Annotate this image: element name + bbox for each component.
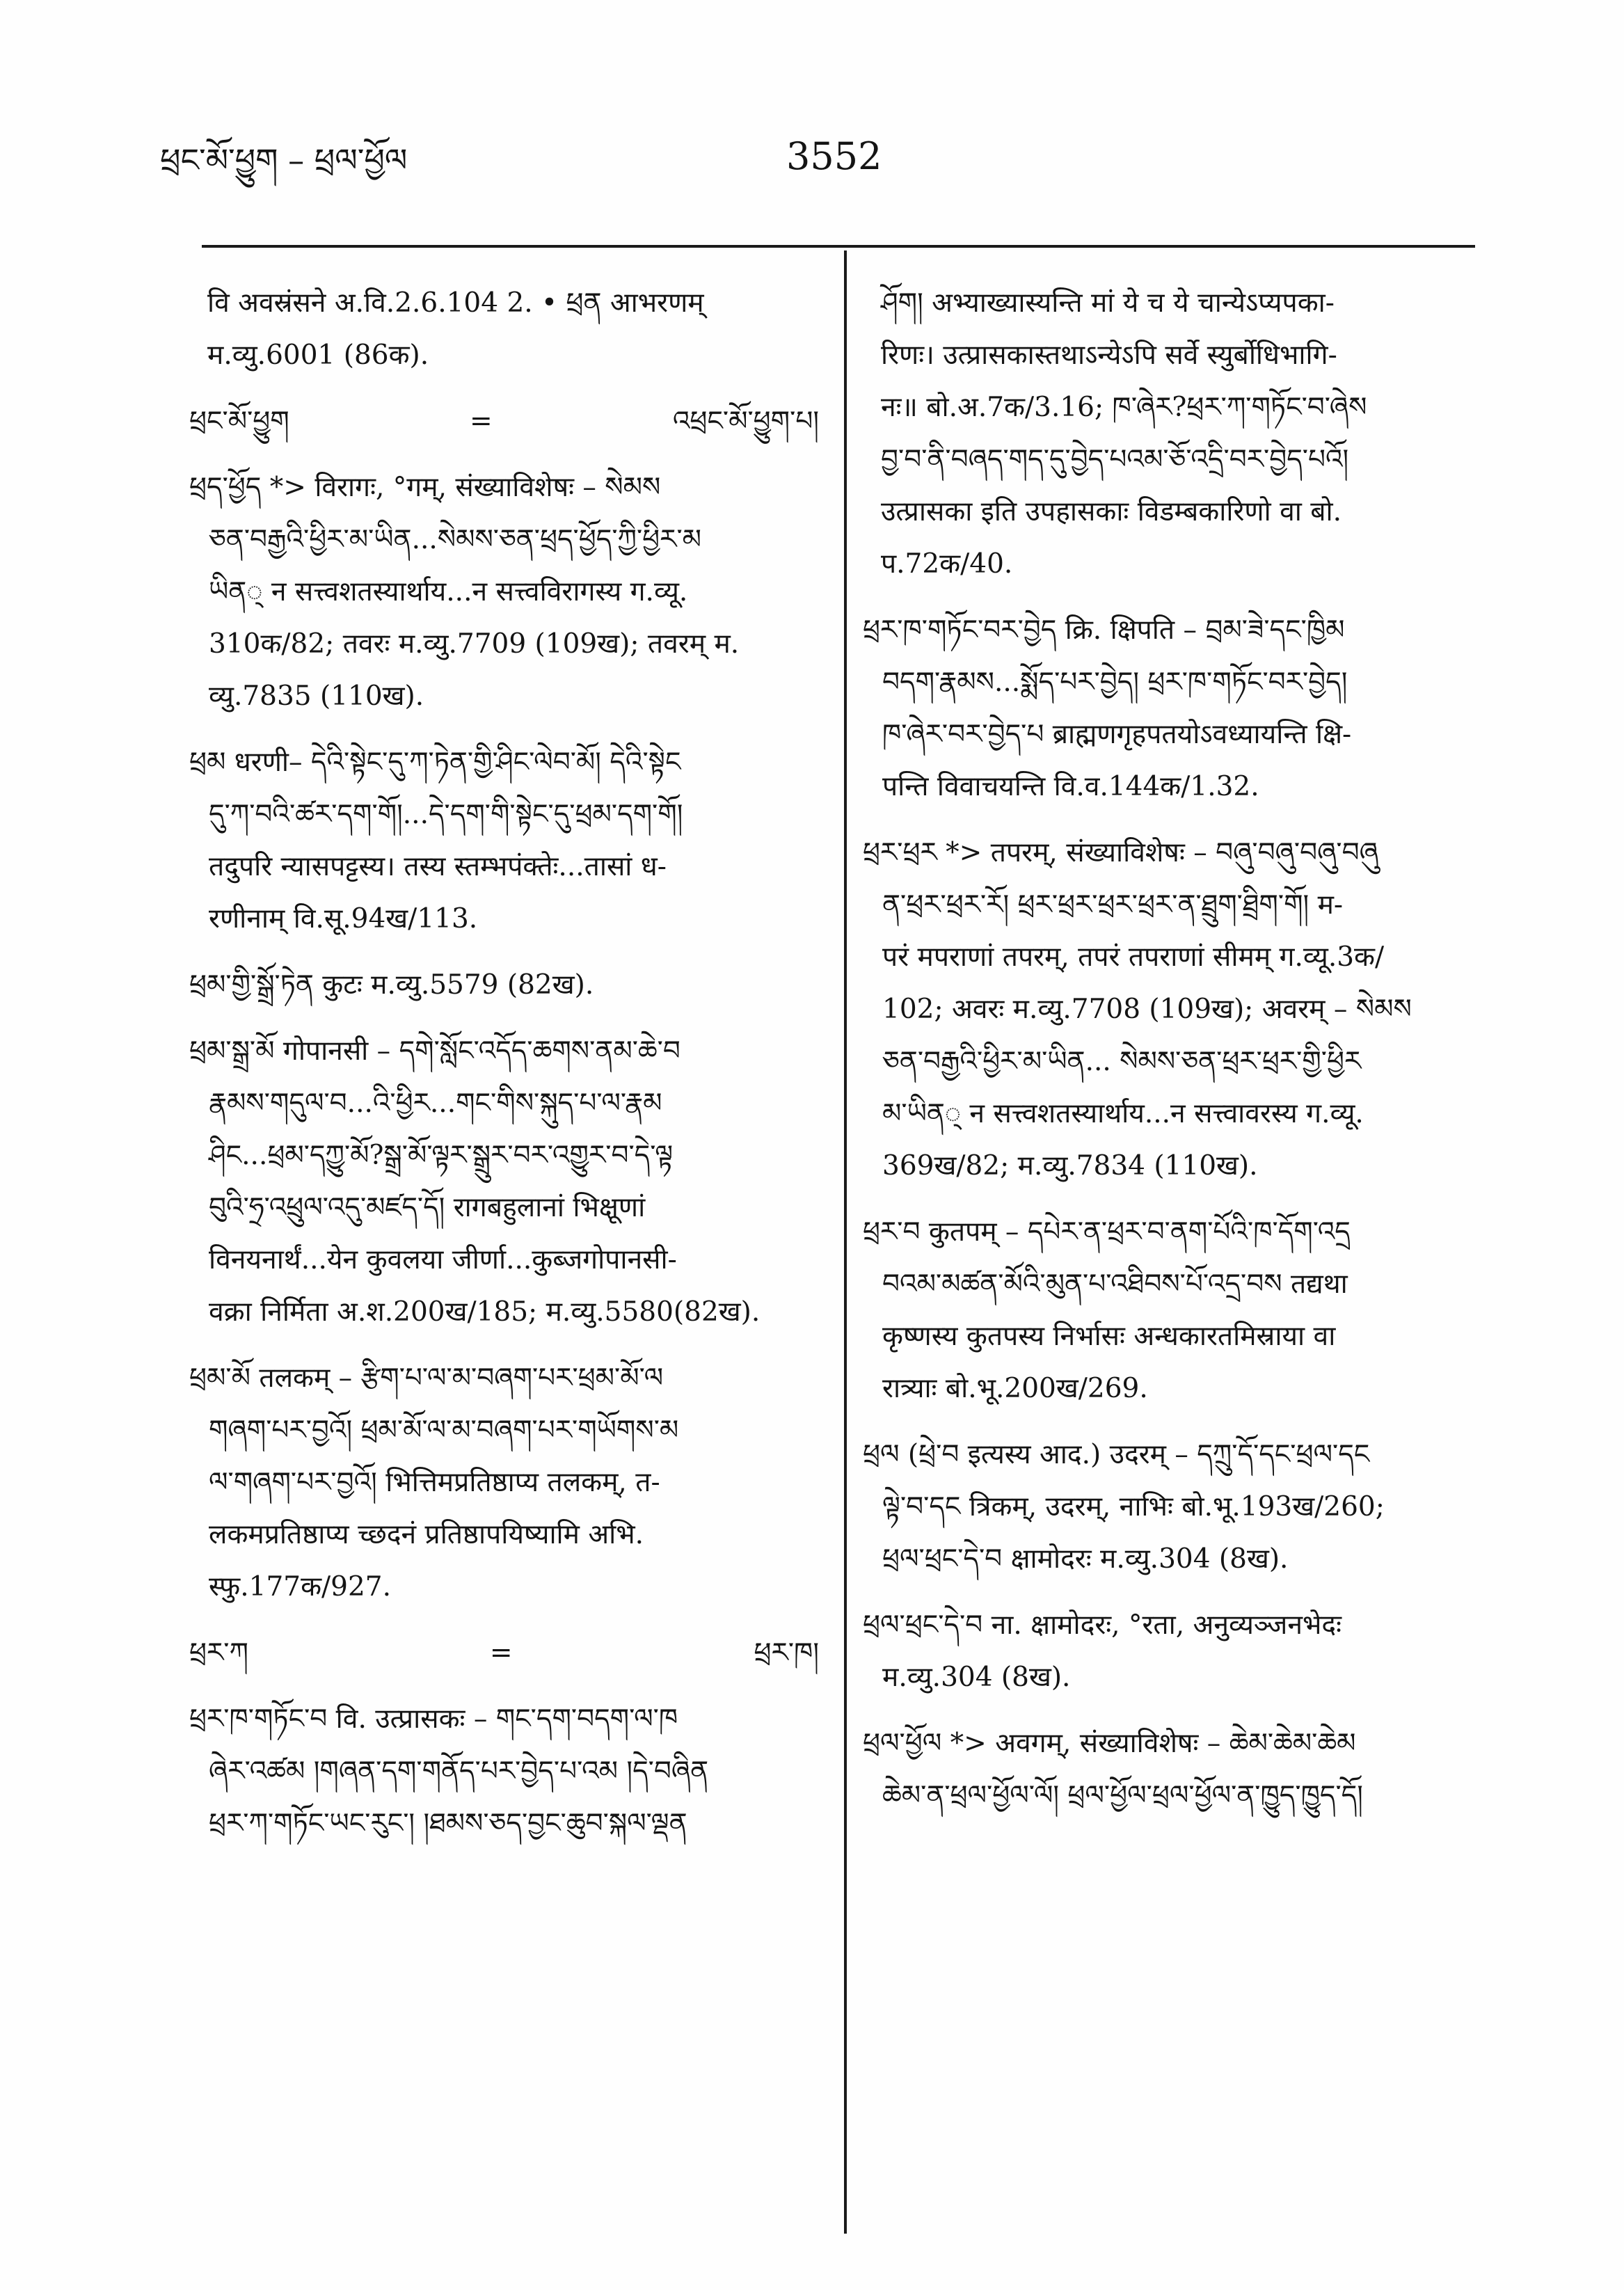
- entry-line: ཕྲར་ཁ་གཏོང་བར་བྱེད क्रि. क्षिपति – བྲམ་ཟེ་དང་ཁྱིམ: [863, 614, 1345, 646]
- dictionary-entry: [863, 277, 1474, 590]
- entry-line: ལ་གཞག་པར་བྱའོ། भित्तिमप्रतिष्ठाप्य तलकम्, त-: [209, 1467, 660, 1498]
- entry-line: म.व्यु.304 (8ख).: [882, 1662, 1071, 1693]
- entry-line: རྣམས་གདུལ་བ...འི་ཕྱིར...གང་གིས་སྐུད་པ་ལ་རྣམ: [209, 1088, 662, 1119]
- cross-reference-target: འཕྲང་མོ་ཕྱུག་པ།: [672, 406, 819, 437]
- cross-reference-entry: [189, 1627, 819, 1679]
- entry-line: 102; अवरः म.व्यु.7708 (109ख); अवरम् – སེམས: [882, 994, 1412, 1025]
- cross-reference-target: ཕྲར་ཁ།: [754, 1637, 819, 1669]
- entry-line: रात्र्याः बो.भू.200ख/269.: [882, 1373, 1148, 1404]
- entry-line: ཕྲམ་གྱི་སྒྲོ་ཏེན कुटः म.व्यु.5579 (82ख).: [189, 969, 594, 1001]
- entry-line: प.72क/40.: [881, 548, 1013, 580]
- column-divider: [844, 251, 847, 2234]
- entry-line: ཕྲར་ཁ་གཏོང་བ वि. उत्प्रासकः – གང་དག་བདག་ལ་ཁ: [189, 1703, 678, 1735]
- entry-line: ཕྲར་ཀ་གཏོང་ཡང་རུང་། །ཐམས་ཅད་བྱང་ཆུབ་སྐལ་ལྡན: [209, 1808, 687, 1839]
- entry-line: ཕྲམ धरणी– དེའི་སྟེང་དུ་ཀ་ཏེན་གྱི་ཤིང་ལེབ་མོ། དེའི་སྟེང: [189, 747, 681, 778]
- left-column: [189, 277, 819, 1863]
- equals-sign: =: [469, 406, 493, 437]
- entry-line: रणीनाम् वि.सू.94ख/113.: [209, 903, 478, 935]
- headword: ཕྲར་ཀ: [189, 1637, 248, 1669]
- entry-line: वक्रा निर्मिता अ.श.200ख/185; म.व्यु.5580(82ख).: [209, 1296, 761, 1328]
- dictionary-entry: [189, 736, 819, 945]
- entry-line: वि अवस्रंसने अ.वि.2.6.104 2. • ཕྲན आभरणम्: [207, 287, 704, 319]
- dictionary-entry: [863, 1599, 1474, 1703]
- entry-line: तदुपरि न्यासपट्टस्य। तस्य स्तम्भपंक्तेः...तासां ध-: [209, 851, 667, 882]
- entry-line: 310क/82; तवरः म.व्यु.7709 (109ख); तवरम् म.: [209, 628, 740, 660]
- entry-line: लकमप्रतिष्ठाप्य च्छदनं प्रतिष्ठापयिष्यामि अभि.: [209, 1519, 644, 1550]
- running-head: ཕྲང་མོ་ཕྱུག – ཕྲལ་ཕྱོལ: [160, 141, 408, 179]
- equals-sign: =: [489, 1637, 513, 1669]
- entry-line: ཕྲར་བ कुतपम् – དཔེར་ན་ཕྲར་བ་ནག་པོའི་ཁ་དོག་འདྲ: [863, 1216, 1351, 1248]
- entry-line: ཡིན् न सत्त्वशतस्यार्थाय...न सत्त्वविरागस्य ग.व्यू.: [209, 576, 688, 607]
- entry-line: མ་ཡིན् न सत्त्वशतस्यार्थाय...न सत्त्वावरस्य ग.व्यू.: [882, 1098, 1364, 1129]
- entry-line: म.व्यु.6001 (86क).: [207, 340, 429, 371]
- dictionary-entry: [189, 1025, 819, 1338]
- entry-line: ཤོག། अभ्याख्यास्यन्ति मां ये च ये चान्येऽप्यपका-: [881, 287, 1335, 319]
- top-rule: [202, 245, 1475, 248]
- entry-line: ཤིང...ཕྲམ་དཀྱུ་མོ?སྒྲ་མོ་ལྟར་སྒྲུར་བར་འགྱུར་བ་དེ་ལྟ: [209, 1140, 674, 1171]
- entry-line: ཕྲར་ཕྲར *> तपरम्, संख्याविशेषः – བཞུ་བཞུ་བཞུ་བཞུ: [863, 837, 1378, 868]
- dictionary-entry: [863, 604, 1474, 813]
- entry-line: བདག་རྣམས...སྨོད་པར་བྱེད། ཕྲར་ཁ་གཏོང་བར་བྱེད།: [882, 667, 1348, 698]
- entry-line: དུ་ཀ་བའི་ཚར་དག་གོ།...དེ་དག་གི་སྟེང་དུ་ཕྲམ་དག་གོ།: [209, 799, 683, 830]
- entry-line: उत्प्रासका इति उपहासकाः विडम्बकारिणो वा बो.: [881, 496, 1342, 527]
- dictionary-entry: [863, 1206, 1474, 1415]
- entry-line: ལྟེ་བ་དང त्रिकम्, उदरम्, नाभिः बो.भू.193ख/260;: [882, 1491, 1385, 1522]
- dictionary-entry: [863, 1429, 1474, 1585]
- dictionary-entry: [189, 461, 819, 722]
- entry-line: ཕྲམ་མོ तलकम् – རྩིག་པ་ལ་མ་བཞག་པར་ཕྲམ་མོ་ལ: [189, 1362, 664, 1394]
- dictionary-entry: [863, 1717, 1474, 1822]
- entry-line: བྱ་བ་ནི་བཞད་གད་དུ་བྱེད་པའམ་ཅོ་འདྲི་བར་བྱེད་པའོ།: [881, 444, 1349, 475]
- dictionary-entry: [189, 277, 819, 381]
- entry-line: 369ख/82; म.व्यु.7834 (110ख).: [882, 1150, 1258, 1182]
- dictionary-entry: [189, 959, 819, 1011]
- entry-line: ཅན་བརྒྱའི་ཕྱིར་མ་ཡིན...སེམས་ཅན་ཕྲད་ཕྱོད་ཀྱི་ཕྱིར་མ: [209, 524, 702, 555]
- dictionary-entry: [863, 827, 1474, 1192]
- dictionary-entry: [189, 1352, 819, 1613]
- entry-line: ཕྲལ་ཕྲང་དེ་བ ना. क्षामोदरः, °रता, अनुव्यञ्जनभेदः: [863, 1609, 1342, 1641]
- dictionary-entry: [189, 1693, 819, 1850]
- entry-line: पन्ति विवाचयन्ति वि.व.144क/1.32.: [882, 771, 1259, 802]
- entry-line: ཁ་ཞེར་བར་བྱེད་པ ब्राह्मणगृहपतयोऽवध्यायन्ति क्षि-: [882, 719, 1352, 750]
- entry-line: व्यु.7835 (110ख).: [209, 681, 424, 712]
- entry-line: ཅན་བརྒྱའི་ཕྱིར་མ་ཡིན... སེམས་ཅན་ཕྲར་ཕྲར་གྱི་ཕྱིར: [882, 1046, 1362, 1077]
- entry-line: ན་ཕྲར་ཕྲར་རོ། ཕྲར་ཕྲར་ཕྲར་ཕྲར་ན་ཐྲུག་ཐྲིག་གོ། म-: [882, 889, 1344, 921]
- entry-line: ཕྲད་ཕྱོད *> विरागः, °गम्, संख्याविशेषः – སེམས: [189, 472, 661, 503]
- page-number: 3552: [786, 134, 882, 178]
- entry-line: रिणः। उत्प्रासकास्तथाऽन्येऽपि सर्वे स्युर्बोधिभागि-: [881, 340, 1337, 371]
- entry-line: ཕྲལ་ཕྱོལ *> अवगम्, संख्याविशेषः – ཆེམ་ཆེམ་ཆེམ: [863, 1728, 1356, 1759]
- entry-line: कृष्णस्य कुतपस्य निर्भासः अन्धकारतमिस्राया वा: [882, 1321, 1336, 1352]
- entry-line: ཕྲམ་སྒྲ་མོ गोपानसी – དགེ་སློང་འདོད་ཆགས་ནམ་ཆེ་བ: [189, 1035, 680, 1067]
- entry-line: स्फु.177क/927.: [209, 1571, 392, 1603]
- entry-line: ཞེར་འཚམ །གཞན་དག་གནོད་པར་བྱེད་པ་འམ །དེ་བཞིན: [209, 1756, 709, 1787]
- right-column: [863, 277, 1474, 1836]
- entry-line: नः॥ बो.अ.7क/3.16; ཁ་ཞེར?ཕྲར་ཀ་གཏོང་བ་ཞེས: [881, 392, 1367, 423]
- entry-line: བའམ་མཚན་མོའི་མུན་པ་འཐིབས་པོ་འདྲ་བས तद्यथा: [882, 1269, 1348, 1300]
- entry-line: ཆེམ་ན་ཕྲལ་ཕྱོལ་ལོ། ཕྲལ་ཕྱོལ་ཕྲལ་ཕྱོལ་ན་ཁྱུད་ཁྱུད་དོ།: [882, 1780, 1363, 1811]
- entry-line: ཕྲལ (ཕྲེ་བ इत्यस्य आद.) उदरम् – དཀྲུ་དོ་དང་ཕྲལ་དང: [863, 1439, 1370, 1470]
- cross-reference-entry: [189, 395, 819, 447]
- entry-line: परं मपराणां तपरम्, तपरं तपराणां सीमम् ग.व्यू.3क/: [882, 941, 1385, 973]
- entry-line: विनयनार्थं...येन कुवलया जीर्णा...कुब्जगोपानसी-: [209, 1244, 677, 1275]
- headword: ཕྲང་མོ་ཕྱུག: [189, 406, 289, 437]
- entry-line: ཕྲལ་ཕྲང་དེ་བ क्षामोदरः म.व्यु.304 (8ख).: [882, 1543, 1289, 1575]
- entry-line: བུའི་ཧྲ་འཕྲུལ་འདུ་མཛད་དོ། रागबहुलानां भिक्षूणां: [209, 1192, 646, 1223]
- entry-line: གཞག་པར་བྱའོ། ཕྲམ་མོ་ལ་མ་བཞག་པར་གཡོགས་མ: [209, 1415, 679, 1446]
